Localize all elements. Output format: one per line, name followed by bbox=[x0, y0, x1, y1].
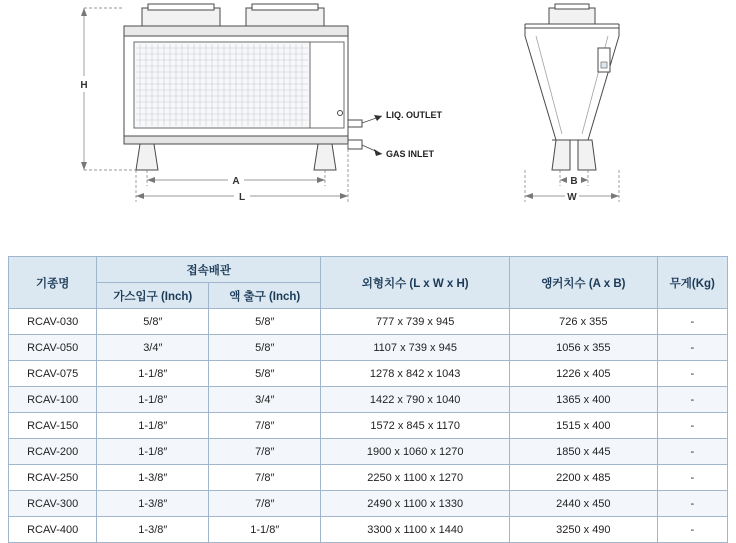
cell-gas: 1-3/8″ bbox=[97, 465, 209, 491]
height-dim-label: H bbox=[80, 80, 88, 91]
header-liquid-outlet: 액 출구 (Inch) bbox=[209, 283, 321, 309]
cell-weight: - bbox=[657, 517, 727, 543]
cell-weight: - bbox=[657, 387, 727, 413]
cell-dim: 777 x 739 x 945 bbox=[321, 309, 510, 335]
cell-weight: - bbox=[657, 439, 727, 465]
cell-liq: 7/8″ bbox=[209, 413, 321, 439]
cell-model: RCAV-400 bbox=[9, 517, 97, 543]
cell-gas: 1-1/8″ bbox=[97, 413, 209, 439]
table-row bbox=[9, 387, 728, 413]
side-view bbox=[525, 4, 619, 170]
cell-dim: 2490 x 1100 x 1330 bbox=[321, 491, 510, 517]
cell-gas: 5/8″ bbox=[97, 309, 209, 335]
cell-weight: - bbox=[657, 413, 727, 439]
header-row-top bbox=[9, 257, 728, 283]
cell-anchor: 2440 x 450 bbox=[510, 491, 657, 517]
liq-outlet-label: LIQ. OUTLET bbox=[386, 110, 442, 120]
cell-anchor: 2200 x 485 bbox=[510, 465, 657, 491]
cell-anchor: 1850 x 445 bbox=[510, 439, 657, 465]
cell-liq: 3/4″ bbox=[209, 387, 321, 413]
cell-dim: 1278 x 842 x 1043 bbox=[321, 361, 510, 387]
cell-dim: 1422 x 790 x 1040 bbox=[321, 387, 510, 413]
w-dim-label: W bbox=[567, 192, 577, 203]
table-row bbox=[9, 517, 728, 543]
l-dim-label: L bbox=[238, 192, 246, 203]
cell-weight: - bbox=[657, 309, 727, 335]
cell-anchor: 1365 x 400 bbox=[510, 387, 657, 413]
cell-anchor: 3250 x 490 bbox=[510, 517, 657, 543]
spec-table-container bbox=[8, 256, 728, 543]
cell-model: RCAV-200 bbox=[9, 439, 97, 465]
header-piping-group: 접속배관 bbox=[97, 257, 321, 283]
table-row bbox=[9, 491, 728, 517]
cell-gas: 3/4″ bbox=[97, 335, 209, 361]
technical-drawing bbox=[0, 0, 736, 238]
cell-liq: 5/8″ bbox=[209, 335, 321, 361]
front-view bbox=[124, 4, 362, 170]
cell-model: RCAV-150 bbox=[9, 413, 97, 439]
cell-anchor: 1056 x 355 bbox=[510, 335, 657, 361]
cell-gas: 1-1/8″ bbox=[97, 361, 209, 387]
b-dim-label: B bbox=[570, 176, 578, 187]
cell-liq: 7/8″ bbox=[209, 439, 321, 465]
table-row bbox=[9, 465, 728, 491]
cell-weight: - bbox=[657, 491, 727, 517]
cell-anchor: 726 x 355 bbox=[510, 309, 657, 335]
cell-weight: - bbox=[657, 465, 727, 491]
cell-dim: 2250 x 1100 x 1270 bbox=[321, 465, 510, 491]
cell-dim: 1107 x 739 x 945 bbox=[321, 335, 510, 361]
cell-liq: 5/8″ bbox=[209, 309, 321, 335]
table-row bbox=[9, 439, 728, 465]
table-row bbox=[9, 413, 728, 439]
cell-gas: 1-1/8″ bbox=[97, 439, 209, 465]
gas-inlet-label: GAS INLET bbox=[386, 149, 435, 159]
cell-gas: 1-3/8″ bbox=[97, 517, 209, 543]
cell-anchor: 1226 x 405 bbox=[510, 361, 657, 387]
cell-gas: 1-1/8″ bbox=[97, 387, 209, 413]
cell-model: RCAV-075 bbox=[9, 361, 97, 387]
cell-dim: 1900 x 1060 x 1270 bbox=[321, 439, 510, 465]
cell-liq: 7/8″ bbox=[209, 465, 321, 491]
table-row bbox=[9, 335, 728, 361]
cell-model: RCAV-300 bbox=[9, 491, 97, 517]
cell-model: RCAV-030 bbox=[9, 309, 97, 335]
cell-liq: 1-1/8″ bbox=[209, 517, 321, 543]
header-weight: 무게(Kg) bbox=[657, 257, 727, 309]
header-dimensions: 외형치수 (L x W x H) bbox=[321, 257, 510, 309]
cell-dim: 3300 x 1100 x 1440 bbox=[321, 517, 510, 543]
callout-leaders bbox=[362, 115, 382, 156]
cell-liq: 5/8″ bbox=[209, 361, 321, 387]
spec-table bbox=[8, 256, 728, 543]
cell-liq: 7/8″ bbox=[209, 491, 321, 517]
a-dim-label: A bbox=[232, 176, 240, 187]
cell-model: RCAV-050 bbox=[9, 335, 97, 361]
cell-model: RCAV-100 bbox=[9, 387, 97, 413]
cell-weight: - bbox=[657, 361, 727, 387]
header-gas-inlet: 가스입구 (Inch) bbox=[97, 283, 209, 309]
table-row bbox=[9, 309, 728, 335]
spec-table-head bbox=[9, 257, 728, 309]
cell-dim: 1572 x 845 x 1170 bbox=[321, 413, 510, 439]
header-anchor: 앵커치수 (A x B) bbox=[510, 257, 657, 309]
cell-weight: - bbox=[657, 335, 727, 361]
cell-model: RCAV-250 bbox=[9, 465, 97, 491]
table-row bbox=[9, 361, 728, 387]
spec-table-body bbox=[9, 309, 728, 543]
cell-anchor: 1515 x 400 bbox=[510, 413, 657, 439]
header-model: 기종명 bbox=[9, 257, 97, 309]
cell-gas: 1-3/8″ bbox=[97, 491, 209, 517]
